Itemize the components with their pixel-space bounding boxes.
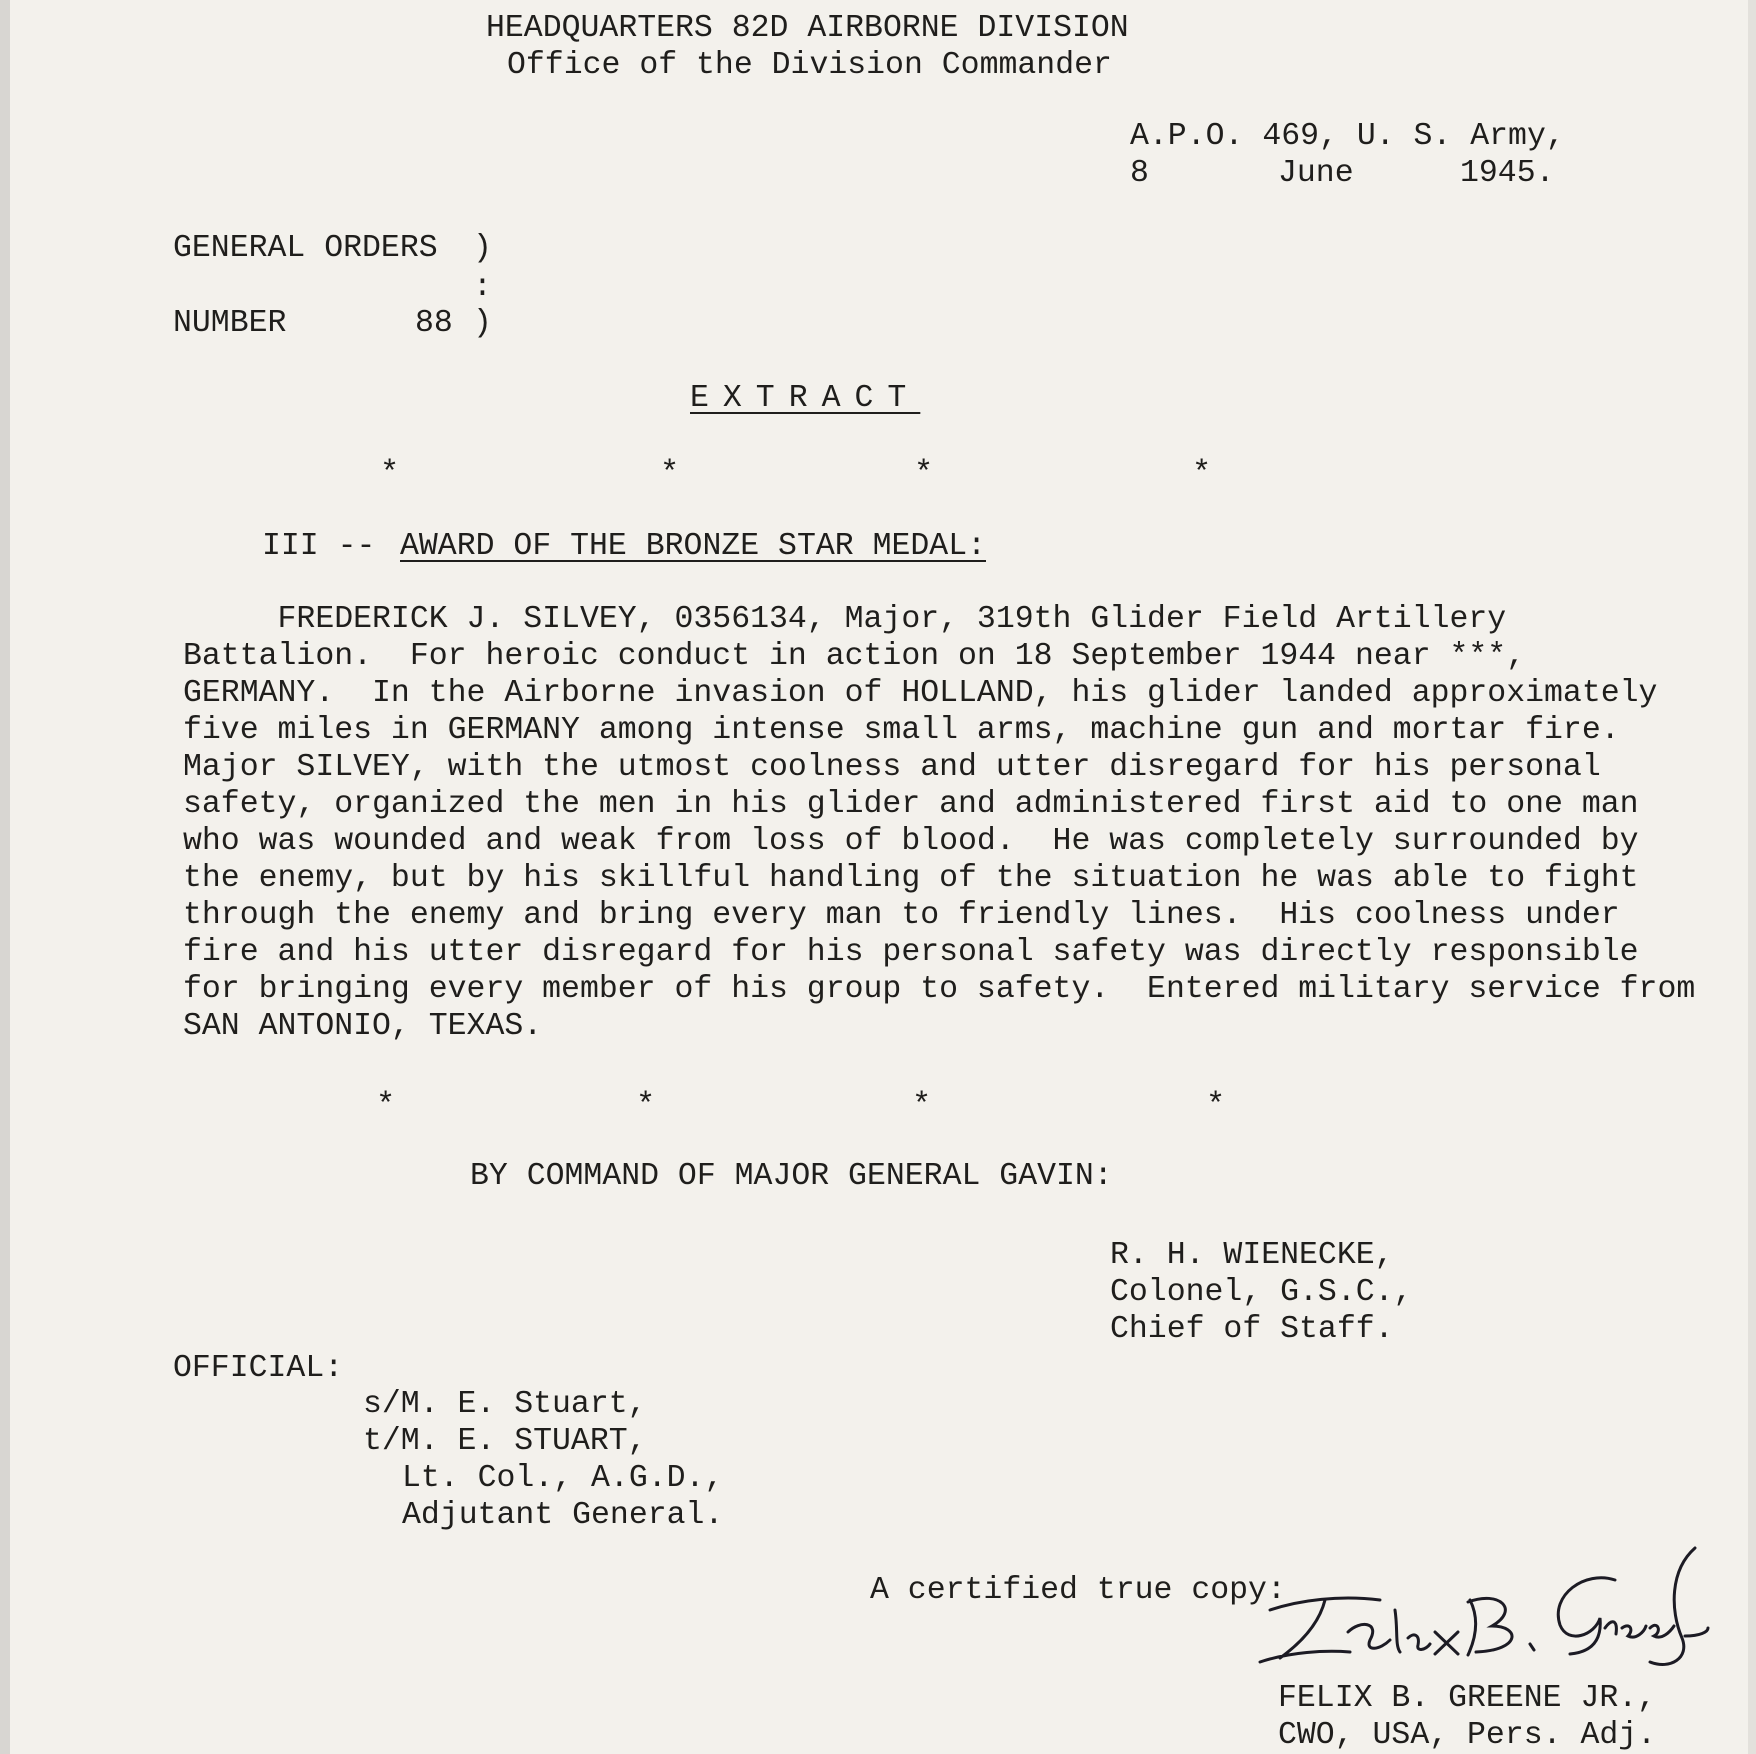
date-day: 8	[1130, 156, 1149, 191]
separator-star: *	[376, 1087, 396, 1124]
date-month: June	[1278, 156, 1354, 191]
apo-line: A.P.O. 469, U. S. Army,	[1130, 119, 1565, 154]
separator-star: *	[1206, 1087, 1226, 1124]
citation-line: GERMANY. In the Airborne invasion of HOLLAND, his glider landed approximately	[183, 676, 1658, 711]
chief-of-staff-title: Chief of Staff.	[1110, 1312, 1394, 1347]
citation-line: the enemy, but by his skillful handling of the situation he was able to fight	[183, 861, 1639, 896]
command-line: BY COMMAND OF MAJOR GENERAL GAVIN:	[470, 1159, 1113, 1194]
citation-line: for bringing every member of his group to safety. Entered military service from	[183, 972, 1696, 1007]
header-line-1: HEADQUARTERS 82D AIRBORNE DIVISION	[486, 11, 1129, 46]
header-line-2: Office of the Division Commander	[507, 48, 1112, 83]
general-orders-label: GENERAL ORDERS	[173, 231, 438, 266]
separator-star: *	[636, 1087, 656, 1124]
document-page	[10, 0, 1756, 1754]
page-edge	[1748, 0, 1756, 1754]
official-signed: s/M. E. Stuart,	[363, 1387, 647, 1422]
section-title: AWARD OF THE BRONZE STAR MEDAL:	[400, 529, 986, 564]
separator-star: *	[912, 1087, 932, 1124]
official-label: OFFICIAL:	[173, 1351, 344, 1386]
citation-line: Battalion. For heroic conduct in action on 18 September 1944 near ***,	[183, 639, 1526, 674]
separator-star: *	[1192, 455, 1212, 492]
separator-star: *	[660, 455, 680, 492]
citation-line: who was wounded and weak from loss of blood. He was completely surrounded by	[183, 824, 1639, 859]
chief-of-staff-name: R. H. WIENECKE,	[1110, 1238, 1394, 1273]
date-year: 1945.	[1460, 156, 1555, 191]
order-number: 88	[415, 306, 453, 341]
certified-label: A certified true copy:	[870, 1573, 1286, 1608]
certifier-name: FELIX B. GREENE JR.,	[1278, 1681, 1657, 1716]
certifier-title: CWO, USA, Pers. Adj.	[1278, 1718, 1657, 1753]
official-typed: t/M. E. STUART,	[363, 1424, 647, 1459]
number-label: NUMBER	[173, 306, 287, 341]
orders-paren-open: )	[473, 231, 492, 266]
separator-star: *	[914, 455, 934, 492]
handwritten-signature	[1230, 1540, 1710, 1675]
orders-paren-close: )	[473, 306, 492, 341]
orders-colon: :	[473, 270, 492, 305]
citation-line: safety, organized the men in his glider and administered first aid to one man	[183, 787, 1639, 822]
section-numeral: III --	[262, 529, 376, 564]
citation-line: Major SILVEY, with the utmost coolness and utter disregard for his personal	[183, 750, 1601, 785]
separator-star: *	[380, 455, 400, 492]
official-title: Adjutant General.	[402, 1498, 724, 1533]
official-rank: Lt. Col., A.G.D.,	[402, 1461, 724, 1496]
chief-of-staff-rank: Colonel, G.S.C.,	[1110, 1275, 1413, 1310]
citation-line: FREDERICK J. SILVEY, 0356134, Major, 319th Glider Field Artillery	[183, 602, 1507, 637]
citation-line: fire and his utter disregard for his personal safety was directly responsible	[183, 935, 1639, 970]
citation-line: five miles in GERMANY among intense small arms, machine gun and mortar fire.	[183, 713, 1620, 748]
citation-line: through the enemy and bring every man to friendly lines. His coolness under	[183, 898, 1620, 933]
extract-title: EXTRACT	[690, 381, 921, 416]
citation-line: SAN ANTONIO, TEXAS.	[183, 1009, 543, 1044]
